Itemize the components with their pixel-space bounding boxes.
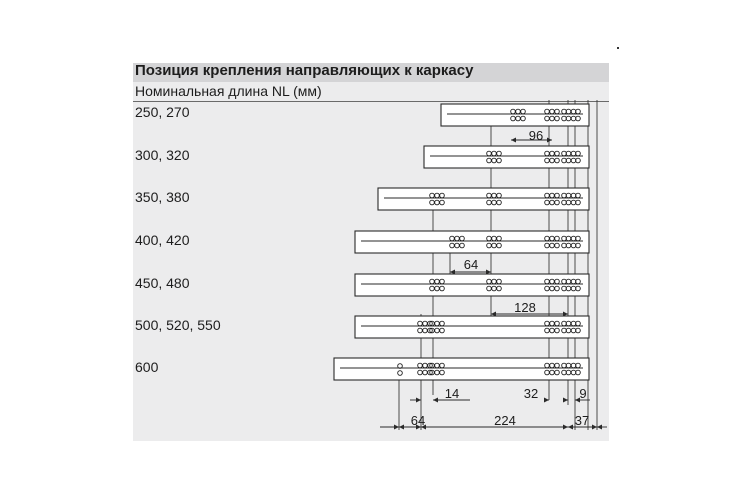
diagram-subtitle: Номинальная длина NL (мм) — [135, 83, 322, 99]
rail-1 — [441, 104, 589, 126]
dimension-arrowhead — [563, 398, 568, 403]
rail-body — [378, 188, 589, 210]
diagram-title: Позиция крепления направляющих к каркасу — [135, 62, 474, 79]
rail-3 — [378, 188, 589, 210]
rail-body — [441, 104, 589, 126]
dim-label-14: 14 — [444, 386, 460, 401]
dimension-arrowhead — [568, 425, 573, 430]
rail-4 — [355, 231, 589, 253]
dim-label-96: 96 — [528, 128, 544, 143]
row-label-250-270: 250, 270 — [135, 104, 190, 120]
rail-2 — [424, 146, 589, 168]
rail-7 — [334, 358, 589, 380]
dimension-arrowhead — [433, 398, 438, 403]
rail-body — [355, 231, 589, 253]
dimension-arrowhead — [416, 398, 421, 403]
row-label-350-380: 350, 380 — [135, 189, 190, 205]
dim-label-224: 224 — [494, 413, 516, 428]
rail-6 — [355, 316, 589, 338]
dimension-arrowhead — [394, 425, 399, 430]
dimension-arrowhead — [547, 138, 552, 143]
rail-body — [334, 358, 589, 380]
dim-label-128: 128 — [514, 300, 536, 315]
rail-body — [424, 146, 589, 168]
rail-body — [355, 274, 589, 296]
dim-label-64-upper: 64 — [463, 257, 479, 272]
rail-5 — [355, 274, 589, 296]
row-label-450-480: 450, 480 — [135, 275, 190, 291]
row-label-600: 600 — [135, 359, 159, 375]
dimension-arrowhead — [563, 425, 568, 430]
row-label-400-420: 400, 420 — [135, 232, 190, 248]
dimension-arrowhead — [511, 138, 516, 143]
dimension-arrowhead — [592, 425, 597, 430]
dimension-arrowhead — [399, 425, 404, 430]
row-label-300-320: 300, 320 — [135, 147, 190, 163]
rail-body — [355, 316, 589, 338]
dim-label-37: 37 — [574, 413, 590, 428]
dim-label-64-lower: 64 — [410, 413, 426, 428]
dimension-arrowhead — [597, 425, 602, 430]
dimension-arrowhead — [544, 398, 549, 403]
dim-label-32: 32 — [523, 386, 539, 401]
row-label-500-520-550: 500, 520, 550 — [135, 317, 221, 333]
dim-label-9: 9 — [579, 386, 587, 401]
